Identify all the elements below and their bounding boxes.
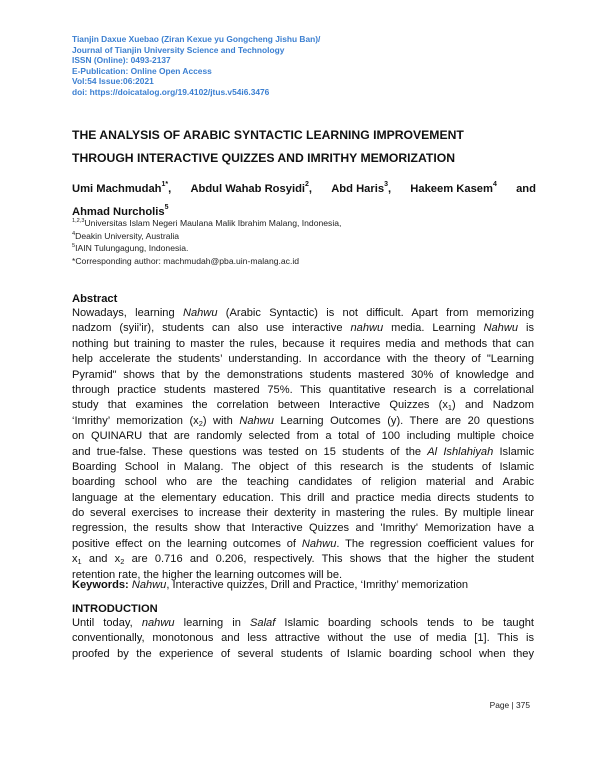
abstract-body: Nowadays, learning Nahwu (Arabic Syntactic) is not difficult. Apart from memorizing nadzom (syii'ir), students can also use interactive nahwu media. Learning Nahwu is nothing but training to master the rules, because it requires media and methods that can help accelerate the students’ understanding. In accordance with the theory of "Learning Pyramid" shows that by the demonstrations students mastered 30% of knowledge and through practice students mastered 75%. This quantitative research is a correlational study that examines the correlation between Interactive Quizzes $(x_1)$ and Nadzom ‘Imrithy’ memorization $(x_2)$ with Nahwu Learning Outcomes (y). There are 20 questions on QUINARU that are randomly selected from a total of 100 including multiple choice and true-false. These questions was tested on 15 students of the Al Ishlahiyah Islamic Boarding School in Malang. The object of this research is the students of Islamic boarding school who are the teaching candidates of religion material and Arabic language at the elementary education. This drill and practice media directs students to do several exercises to increase their dexterity in mastering the rules. By multiple linear regression, the results show that Interactive Quizzes and 'Imrithy' Memorization have a positive effect on the learning outcomes of Nahwu. The regression coefficient values for $x_1$ and $x_2$ are 0.716 and 0.206, respectively. This shows that the higher the student retention rate, the higher the learning outcomes will be. (72, 307, 535, 581)
doi-link[interactable]: doi: https://doicatalog.org/19.4102/jtus.v54i6.3476 (72, 86, 270, 97)
title-line-1: THE ANALYSIS OF ARABIC SYNTACTIC LEARNING IMPROVEMENT (72, 128, 464, 142)
affiliations (72, 217, 532, 267)
author-2: Abdul Wahab Rosyidi$^2$, (190, 181, 313, 195)
affiliation-2: $^4$Deakin University, Australia (72, 230, 180, 241)
publication-type: E-Publication: Online Open Access (72, 65, 212, 76)
keyword-nahwu: Nahwu (131, 579, 167, 591)
author-conjunction: and (516, 183, 536, 195)
introduction-heading: INTRODUCTION (72, 603, 158, 615)
author-5: Ahmad Nurcholis$^5$ (72, 204, 169, 218)
author-1: Umi Machmudah$^{1*}$, (72, 181, 172, 195)
author-4: Hakeem Kasem$^4$ (410, 181, 497, 195)
keywords (72, 578, 534, 593)
affiliation-3: $^5$IAIN Tulungagung, Indonesia. (72, 243, 189, 253)
title-line-2: THROUGH INTERACTIVE QUIZZES AND IMRITHY MEMORIZATION (72, 151, 455, 165)
journal-name-line: Tianjin Daxue Xuebao (Ziran Kexue yu Gongcheng Jishu Ban)/ (72, 34, 321, 44)
issn: ISSN (Online): 0493-2137 (72, 55, 171, 66)
abstract-heading: Abstract (72, 293, 118, 305)
affiliation-1: $^{1,2,3}$Universitas Islam Negeri Maulana Malik Ibrahim Malang, Indonesia, (72, 218, 342, 228)
paper-title (72, 124, 542, 170)
keywords-label: Keywords: (72, 579, 129, 591)
journal-name-english: Journal of Tianjin University Science and Technology (72, 44, 285, 55)
journal-header (72, 34, 532, 98)
volume-issue: Vol:54 Issue:06:2021 (72, 76, 154, 87)
author-3: Abd Haris$^3$, (331, 181, 392, 195)
page-number: Page | 375 (489, 700, 530, 710)
keywords-list: , Interactive quizzes, Drill and Practice, ‘Imrithy’ memorization (166, 579, 469, 591)
introduction-body: Until today, nahwu learning in Salaf Islamic boarding schools tends to be taught conventionally, monotonous and less attractive without the use of media [1]. This is proofed by the experience of several students of Islamic boarding school when they (72, 617, 534, 660)
corresponding-author: *Corresponding author: machmudah@pba.uin-malang.ac.id (72, 255, 300, 266)
